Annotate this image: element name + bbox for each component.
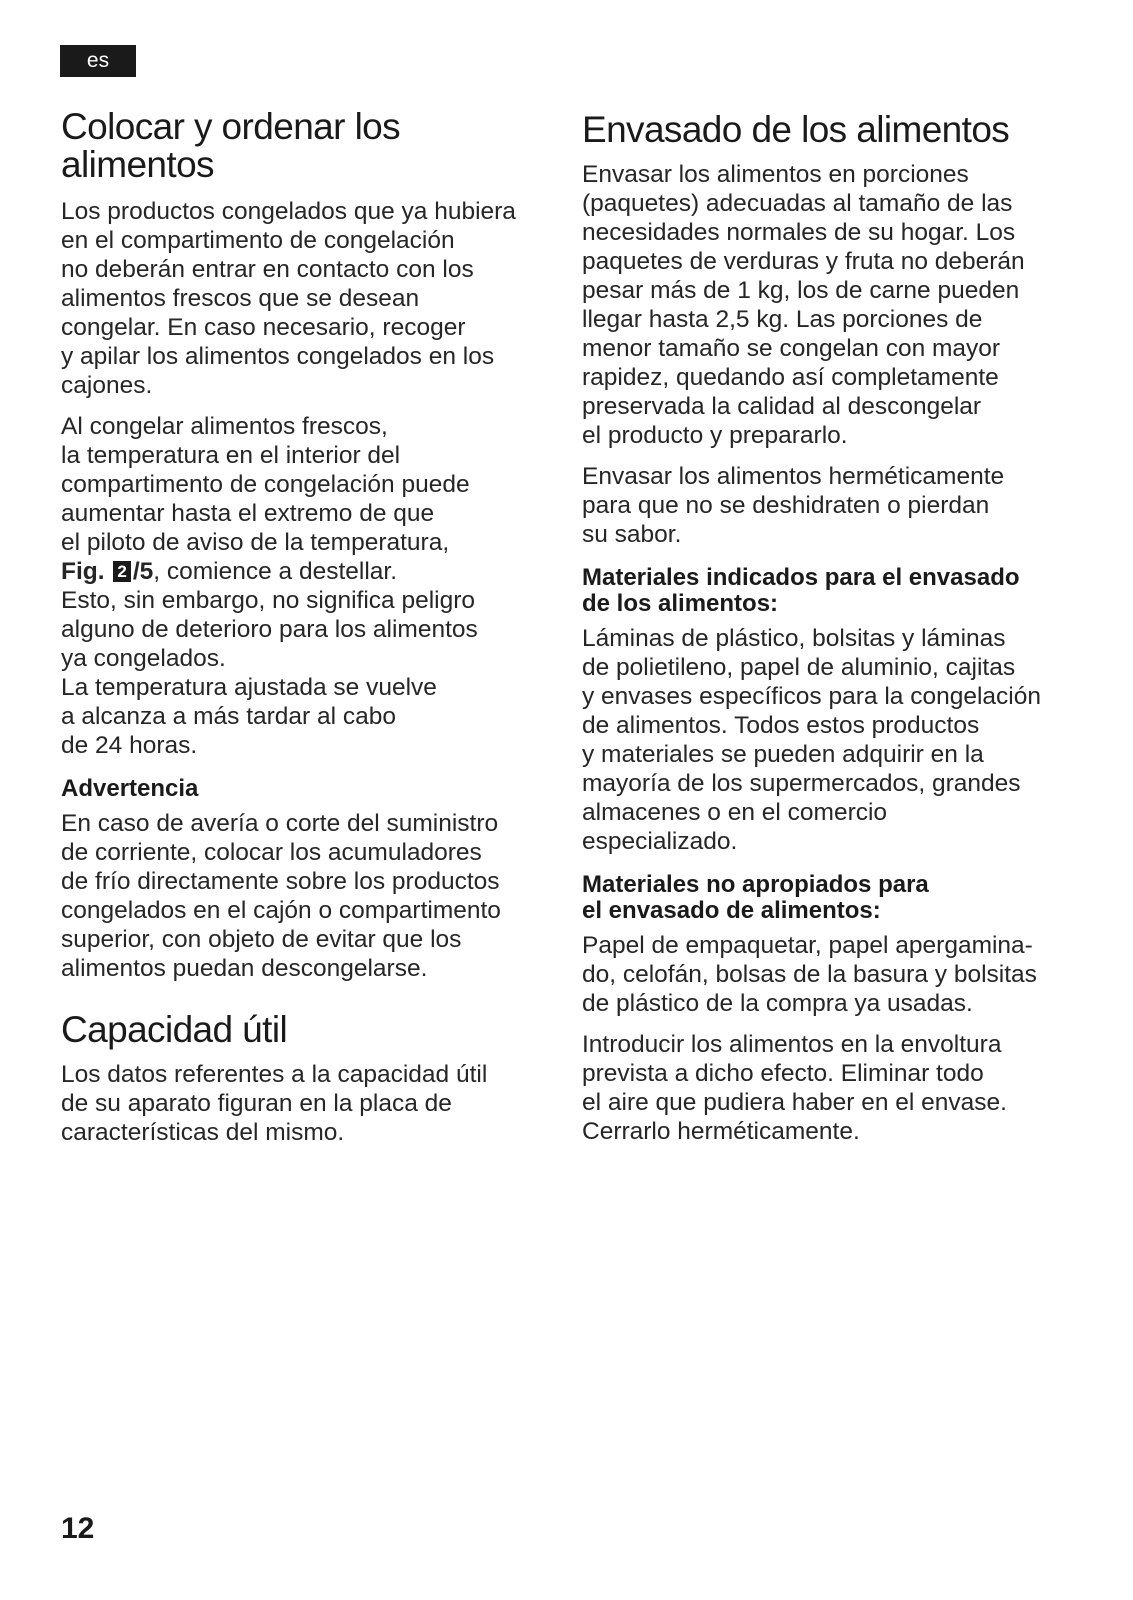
paragraph-suitable-materials: Láminas de plástico, bolsitas y láminas de polietileno, papel de aluminio, cajitas y envases específicos para la congelación de alimentos. Todos estos productos y materiales se pueden adquirir en la mayoría de los supermercados, grandes almacenes o en el comercio especializado. bbox=[582, 625, 1041, 855]
subtitle-unsuitable-materials: Materiales no apropiados para el envasado de alimentos: bbox=[582, 871, 929, 924]
section-title-placing-food: Colocar y ordenar los alimentos bbox=[61, 106, 401, 185]
paragraph-wrapping: Introducir los alimentos en la envoltura prevista a dicho efecto. Eliminar todo el aire que pudiera haber en el envase. Cerrarlo herméticamente. bbox=[582, 1031, 1007, 1145]
warning-text: En caso de avería o corte del suministro de corriente, colocar los acumuladores de frío directamente sobre los productos congelados en el cajón o compartimento superior, con objeto de evitar que los alimentos puedan descongelarse. bbox=[61, 810, 501, 982]
language-badge: es bbox=[60, 45, 136, 77]
subtitle-suitable-materials: Materiales indicados para el envasado de los alimentos: bbox=[582, 564, 1020, 617]
paragraph-fresh-food-part2: , comience a destellar. Esto, sin embargo, no significa peligro alguno de deterioro para los alimentos ya congelados. La temperatura ajustada se vuelve a alcanza a más tardar al cabo de 24 horas. bbox=[61, 558, 478, 759]
figure-reference[interactable] bbox=[61, 558, 153, 585]
warning-title: Advertencia bbox=[61, 775, 199, 802]
figure-prefix: Fig. bbox=[61, 558, 105, 585]
paragraph-frozen-products: Los productos congelados que ya hubiera en el compartimento de congelación no deberán entrar en contacto con los alimentos frescos que se desean congelar. En caso necesario, recoger y apilar los alimentos congelados en los cajones. bbox=[61, 198, 516, 399]
paragraph-fresh-food-part1: Al congelar alimentos frescos, la temperatura en el interior del compartimento de congelación puede aumentar hasta el extremo de que el piloto de aviso de la temperatura, bbox=[61, 413, 470, 556]
figure-suffix: /5 bbox=[132, 558, 154, 585]
page-number: 12 bbox=[61, 1512, 95, 1545]
figure-number-box: 2 bbox=[113, 561, 130, 582]
left-column bbox=[61, 108, 556, 1147]
section-title-capacity: Capacidad útil bbox=[61, 1009, 288, 1050]
paragraph-hermetic: Envasar los alimentos herméticamente para que no se deshidraten o pierdan su sabor. bbox=[582, 463, 1005, 548]
paragraph-fresh-food bbox=[61, 412, 556, 760]
paragraph-portions: Envasar los alimentos en porciones (paquetes) adecuadas al tamaño de las necesidades normales de su hogar. Los paquetes de verduras y fruta no deberán pesar más de 1 kg, los de carne pueden llegar hasta 2,5 kg. Las porciones de menor tamaño se congelan con mayor rapidez, quedando así completamente preservada la calidad al descongelar el producto y prepararlo. bbox=[582, 161, 1025, 449]
section-title-packaging: Envasado de los alimentos bbox=[582, 109, 1010, 150]
paragraph-capacity: Los datos referentes a la capacidad útil de su aparato figuran en la placa de características del mismo. bbox=[61, 1061, 488, 1146]
paragraph-unsuitable-materials: Papel de empaquetar, papel apergamina- do, celofán, bolsas de la basura y bolsitas de plástico de la compra ya usadas. bbox=[582, 932, 1037, 1017]
right-column bbox=[582, 108, 1082, 1146]
